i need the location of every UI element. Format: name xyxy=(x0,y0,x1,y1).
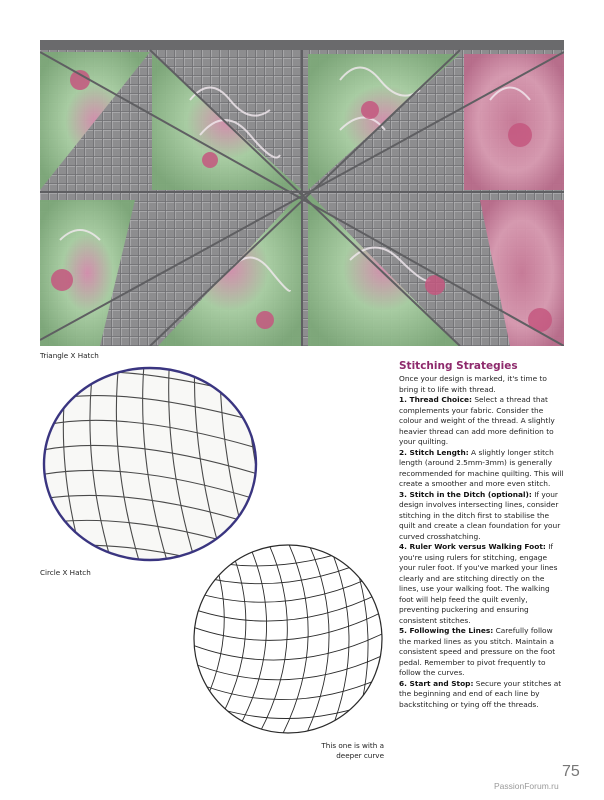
step-item xyxy=(399,542,565,626)
stitching-strategies-section xyxy=(399,360,565,710)
step-item xyxy=(399,626,565,679)
floral-triangle xyxy=(464,54,564,190)
step-item xyxy=(399,679,565,711)
watermark: PassionForum.ru xyxy=(494,781,559,791)
step-text: If you're using rulers for stitching, engage your ruler foot. If you've marked your lines clearly and are stitching directly on the lines, use your walking foot. The walking foot will help feed the quilt evenly, preventing puckering and ensuring consistent stitches. xyxy=(399,542,558,625)
step-text: A slightly longer stitch length (around 2.5mm-3mm) is generally recommended for machine quilting. This will create a smoother and more even stitch. xyxy=(399,447,564,488)
step-title: 4. Ruler Work versus Walking Foot: xyxy=(399,542,546,551)
step-text: Secure your stitches at the beginning and end of each line by backstitching or tying off the threads. xyxy=(399,678,562,709)
step-item xyxy=(399,395,565,448)
circle-x-hatch-illustration xyxy=(40,363,260,565)
step-text: Select a thread that complements your fabric. Consider the colour and weight of the thread. A slightly heavier thread can add more definition to your quilting. xyxy=(399,395,555,446)
quilt-photo xyxy=(40,40,564,346)
step-text: Carefully follow the marked lines as you stitch. Maintain a consistent speed and pressure on the foot pedal. Remember to pivot frequently to follow the curves. xyxy=(399,626,556,677)
step-title: 1. Thread Choice: xyxy=(399,395,472,404)
step-title: 5. Following the Lines: xyxy=(399,626,494,635)
section-title: Stitching Strategies xyxy=(399,360,518,372)
step-title: 2. Stitch Length: xyxy=(399,447,469,457)
step-title: 6. Start and Stop: xyxy=(399,678,474,688)
photo-caption: Triangle X Hatch xyxy=(40,351,99,360)
step-title: 3. Stitch in the Ditch (optional): xyxy=(399,489,532,499)
step-item xyxy=(399,448,565,490)
section-intro: Once your design is marked, it's time to bring it to life with thread. xyxy=(399,374,547,394)
step-text: If your design involves intersecting lines, consider stitching in the ditch first to stabilise the quilt and create a clean foundation for your curved crosshatching. xyxy=(399,489,561,541)
deeper-curve-illustration xyxy=(192,543,384,735)
circle-caption: Circle X Hatch xyxy=(40,568,91,577)
deeper-curve-caption: This one is with a deeper curve xyxy=(321,741,384,760)
page-number: 75 xyxy=(562,763,580,780)
step-item xyxy=(399,490,565,543)
